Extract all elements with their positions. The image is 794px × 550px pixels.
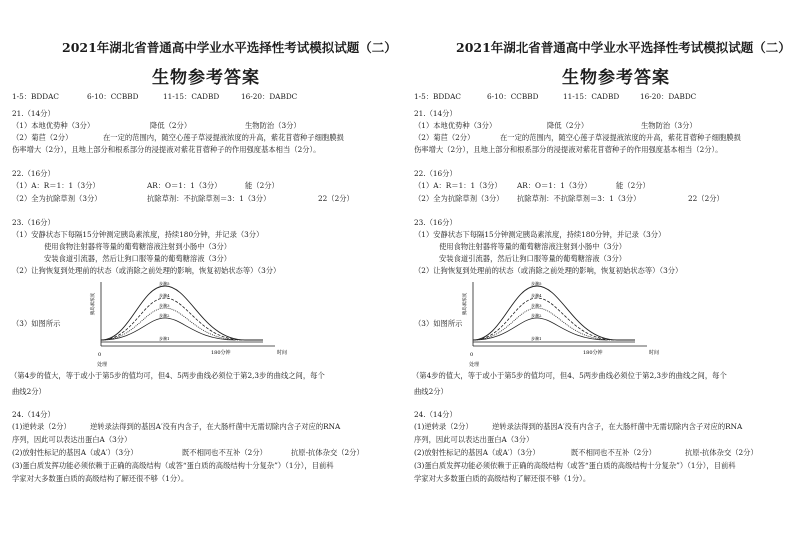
curve-label-step1: 步骤1 (531, 336, 542, 341)
mc-answers-1: 1-5：BDDAC (12, 92, 59, 101)
q22-line2-c: 22（2分） (318, 194, 354, 203)
curve-label-step5: 步骤5 (159, 281, 170, 286)
q23-line1: （1）安静状态下每隔15分钟测定胰岛素浓度，持续180分钟，并记录（3分） (414, 230, 666, 239)
q21-line1-a: （1）本地优势种（3分） (12, 121, 95, 130)
q21-line2-a: （2）菊苣（2分） (414, 133, 475, 142)
document-title: 2021年湖北省普通高中学业水平选择性考试模拟试题（二） (62, 40, 397, 55)
q23-line3: 安装食道引流器，然后让狗口服等量的葡萄糖溶液（3分） (439, 254, 627, 263)
q22-line2-b: 抗除草剂：不抗除草剂＝3：1（3分） (147, 194, 271, 203)
q24-line1-b: 逆转录法得到的基因A′没有内含子，在大肠杆菌中无需切除内含子对应的RNA (492, 422, 743, 431)
q24-line3-c: 抗原-抗体杂交（2分） (291, 448, 364, 457)
curve-label-step3: 步骤3 (531, 303, 542, 308)
q21-line3: 伤率增大（2分），且地上部分和根系部分的浸提液对紫花苜蓿种子的作用强度基本相当（2分）。 (12, 145, 321, 154)
chart-x-end: 180分钟 (583, 350, 603, 356)
mc-answers-4: 16-20：DABDC (241, 92, 298, 101)
mc-answers-2: 6-10：CCBBD (487, 92, 539, 101)
q23-line5: （3）如图所示 (414, 319, 463, 328)
q22-line1-c: 能（2分） (245, 181, 279, 190)
chart-xlabel: 时间 (277, 350, 288, 356)
q21-line2-b: 在一定的范围内，随空心莲子草浸提液浓度的升高，紫花苜蓿种子细胞膜损 (500, 133, 741, 142)
chart-x-end: 180分钟 (211, 350, 231, 356)
curve-label-step2: 步骤2 (159, 313, 170, 318)
q23-heading: 23.（16分） (414, 218, 457, 227)
q24-line3-b: 既不相同也不互补（2分） (571, 448, 656, 457)
chart-x-start-label: 处理 (97, 362, 108, 368)
document-title: 2021年湖北省普通高中学业水平选择性考试模拟试题（二） (456, 40, 791, 55)
q24-line5: 学家对大多数蛋白质的高级结构了解还很不够（1分）。 (12, 474, 189, 483)
q24-line1-b: 逆转录法得到的基因A′没有内含子，在大肠杆菌中无需切除内含子对应的RNA (90, 422, 341, 431)
q22-line2-b: 抗除草剂：不抗除草剂＝3：1（3分） (517, 194, 641, 203)
chart-ylabel: 胰岛素浓度 (463, 292, 468, 316)
curve-step5 (473, 286, 635, 340)
mc-answers-3: 11-15：CADBD (563, 92, 620, 101)
q24-line1-a: (1)逆转录（2分） (12, 422, 71, 431)
q24-line3-a: (2)放射性标记的基因A（或A′）（3分） (414, 448, 540, 457)
q21-line1-c: 生物防治（3分） (245, 121, 301, 130)
q23-line1: （1）安静状态下每隔15分钟测定胰岛素浓度，持续180分钟，并记录（3分） (12, 230, 264, 239)
curve-label-step2: 步骤2 (531, 313, 542, 318)
curve-step5 (101, 286, 263, 340)
document-subtitle: 生物参考答案 (152, 68, 260, 88)
q22-line2-c: 22（2分） (688, 194, 724, 203)
q23-note2: 曲线2分） (12, 387, 46, 396)
q21-line1-b: 降低（2分） (547, 121, 589, 130)
q23-line5: （3）如图所示 (12, 319, 61, 328)
q21-line2-a: （2）菊苣（2分） (12, 133, 73, 142)
q24-line2: 序列，因此可以表达出蛋白A（3分） (12, 435, 132, 444)
curve-label-step5: 步骤5 (531, 281, 542, 286)
document-subtitle: 生物参考答案 (562, 68, 670, 88)
q21-line2-b: 在一定的范围内，随空心莲子草浸提液浓度的升高，紫花苜蓿种子细胞膜损 (103, 133, 344, 142)
q22-heading: 22.（16分） (12, 169, 55, 178)
q23-line2: 使用食物注射器将等量的葡萄糖溶液注射到小肠中（3分） (44, 242, 232, 251)
q22-line1-a: （1）A：R＝1：1（3分） (12, 181, 100, 190)
chart-x-start-label: 处理 (469, 362, 480, 368)
chart-ylabel: 胰岛素浓度 (91, 292, 96, 316)
answer-page-right (397, 0, 794, 550)
q23-note1: （第4步的值大，等于或小于第5步的值均可，但4、5两步曲线必须位于第2,3步的曲线之间，每个 (412, 371, 727, 380)
q22-line2-a: （2）全为抗除草剂（3分） (414, 194, 504, 203)
chart-xlabel: 时间 (649, 350, 660, 356)
q23-line3: 安装食道引流器，然后让狗口服等量的葡萄糖溶液（3分） (44, 254, 232, 263)
q23-heading: 23.（16分） (12, 218, 55, 227)
q24-line5: 学家对大多数蛋白质的高级结构了解还很不够（1分）。 (414, 474, 591, 483)
q22-line1-c: 能（2分） (616, 181, 650, 190)
curve-label-step4: 步骤4 (159, 293, 170, 298)
q21-line3: 伤率增大（2分），且地上部分和根系部分的浸提液对紫花苜蓿种子的作用强度基本相当（2分）。 (414, 145, 723, 154)
q22-line1-b: AR：O＝1：1（3分） (147, 181, 222, 190)
mc-answers-2: 6-10：CCBBD (87, 92, 139, 101)
q21-heading: 21.（14分） (12, 109, 55, 118)
q24-line4: (3)蛋白质发挥功能必须依赖于正确的高级结构（或答“蛋白质的高级结构十分复杂”）（1分），目前科 (414, 461, 736, 470)
q24-heading: 24.（14分） (12, 410, 55, 419)
insulin-chart (457, 278, 660, 370)
mc-answers-1: 1-5：BDDAC (414, 92, 461, 101)
q23-line2: 使用食物注射器将等量的葡萄糖溶液注射到小肠中（3分） (439, 242, 627, 251)
chart-x-start: 0 (98, 352, 102, 358)
q24-heading: 24.（14分） (414, 410, 457, 419)
insulin-chart (85, 278, 288, 370)
q23-line4: （2）让狗恢复到处理前的状态（或消除之前处理的影响，恢复初始状态等）（3分） (414, 266, 683, 275)
q22-line1-a: （1）A：R＝1：1（3分） (414, 181, 502, 190)
q24-line3-c: 抗原-抗体杂交（2分） (685, 448, 758, 457)
q23-line4: （2）让狗恢复到处理前的状态（或消除之前处理的影响，恢复初始状态等）（3分） (12, 266, 281, 275)
q21-line1-b: 降低（2分） (150, 121, 192, 130)
q22-heading: 22.（16分） (414, 169, 457, 178)
curve-label-step3: 步骤3 (159, 303, 170, 308)
mc-answers-3: 11-15：CADBD (163, 92, 220, 101)
mc-answers-4: 16-20：DABDC (640, 92, 697, 101)
q24-line2: 序列，因此可以表达出蛋白A（3分） (414, 435, 534, 444)
q23-note1: （第4步的值大，等于或小于第5步的值均可，但4、5两步曲线必须位于第2,3步的曲线之间，每个 (10, 371, 325, 380)
curve-label-step1: 步骤1 (159, 336, 170, 341)
q21-line1-a: （1）本地优势种（3分） (414, 121, 497, 130)
q21-line1-c: 生物防治（3分） (641, 121, 697, 130)
q23-note2: 曲线2分） (414, 387, 448, 396)
q24-line4: (3)蛋白质发挥功能必须依赖于正确的高级结构（或答“蛋白质的高级结构十分复杂”）（1分），目前科 (12, 461, 334, 470)
q24-line3-b: 既不相同也不互补（2分） (182, 448, 267, 457)
chart-x-start: 0 (470, 352, 474, 358)
q21-heading: 21.（14分） (414, 109, 457, 118)
curve-label-step4: 步骤4 (531, 293, 542, 298)
q24-line1-a: (1)逆转录（2分） (414, 422, 473, 431)
q22-line1-b: AR：O＝1：1（3分） (517, 181, 592, 190)
q24-line3-a: (2)放射性标记的基因A（或A′）（3分） (12, 448, 138, 457)
q22-line2-a: （2）全为抗除草剂（3分） (12, 194, 102, 203)
